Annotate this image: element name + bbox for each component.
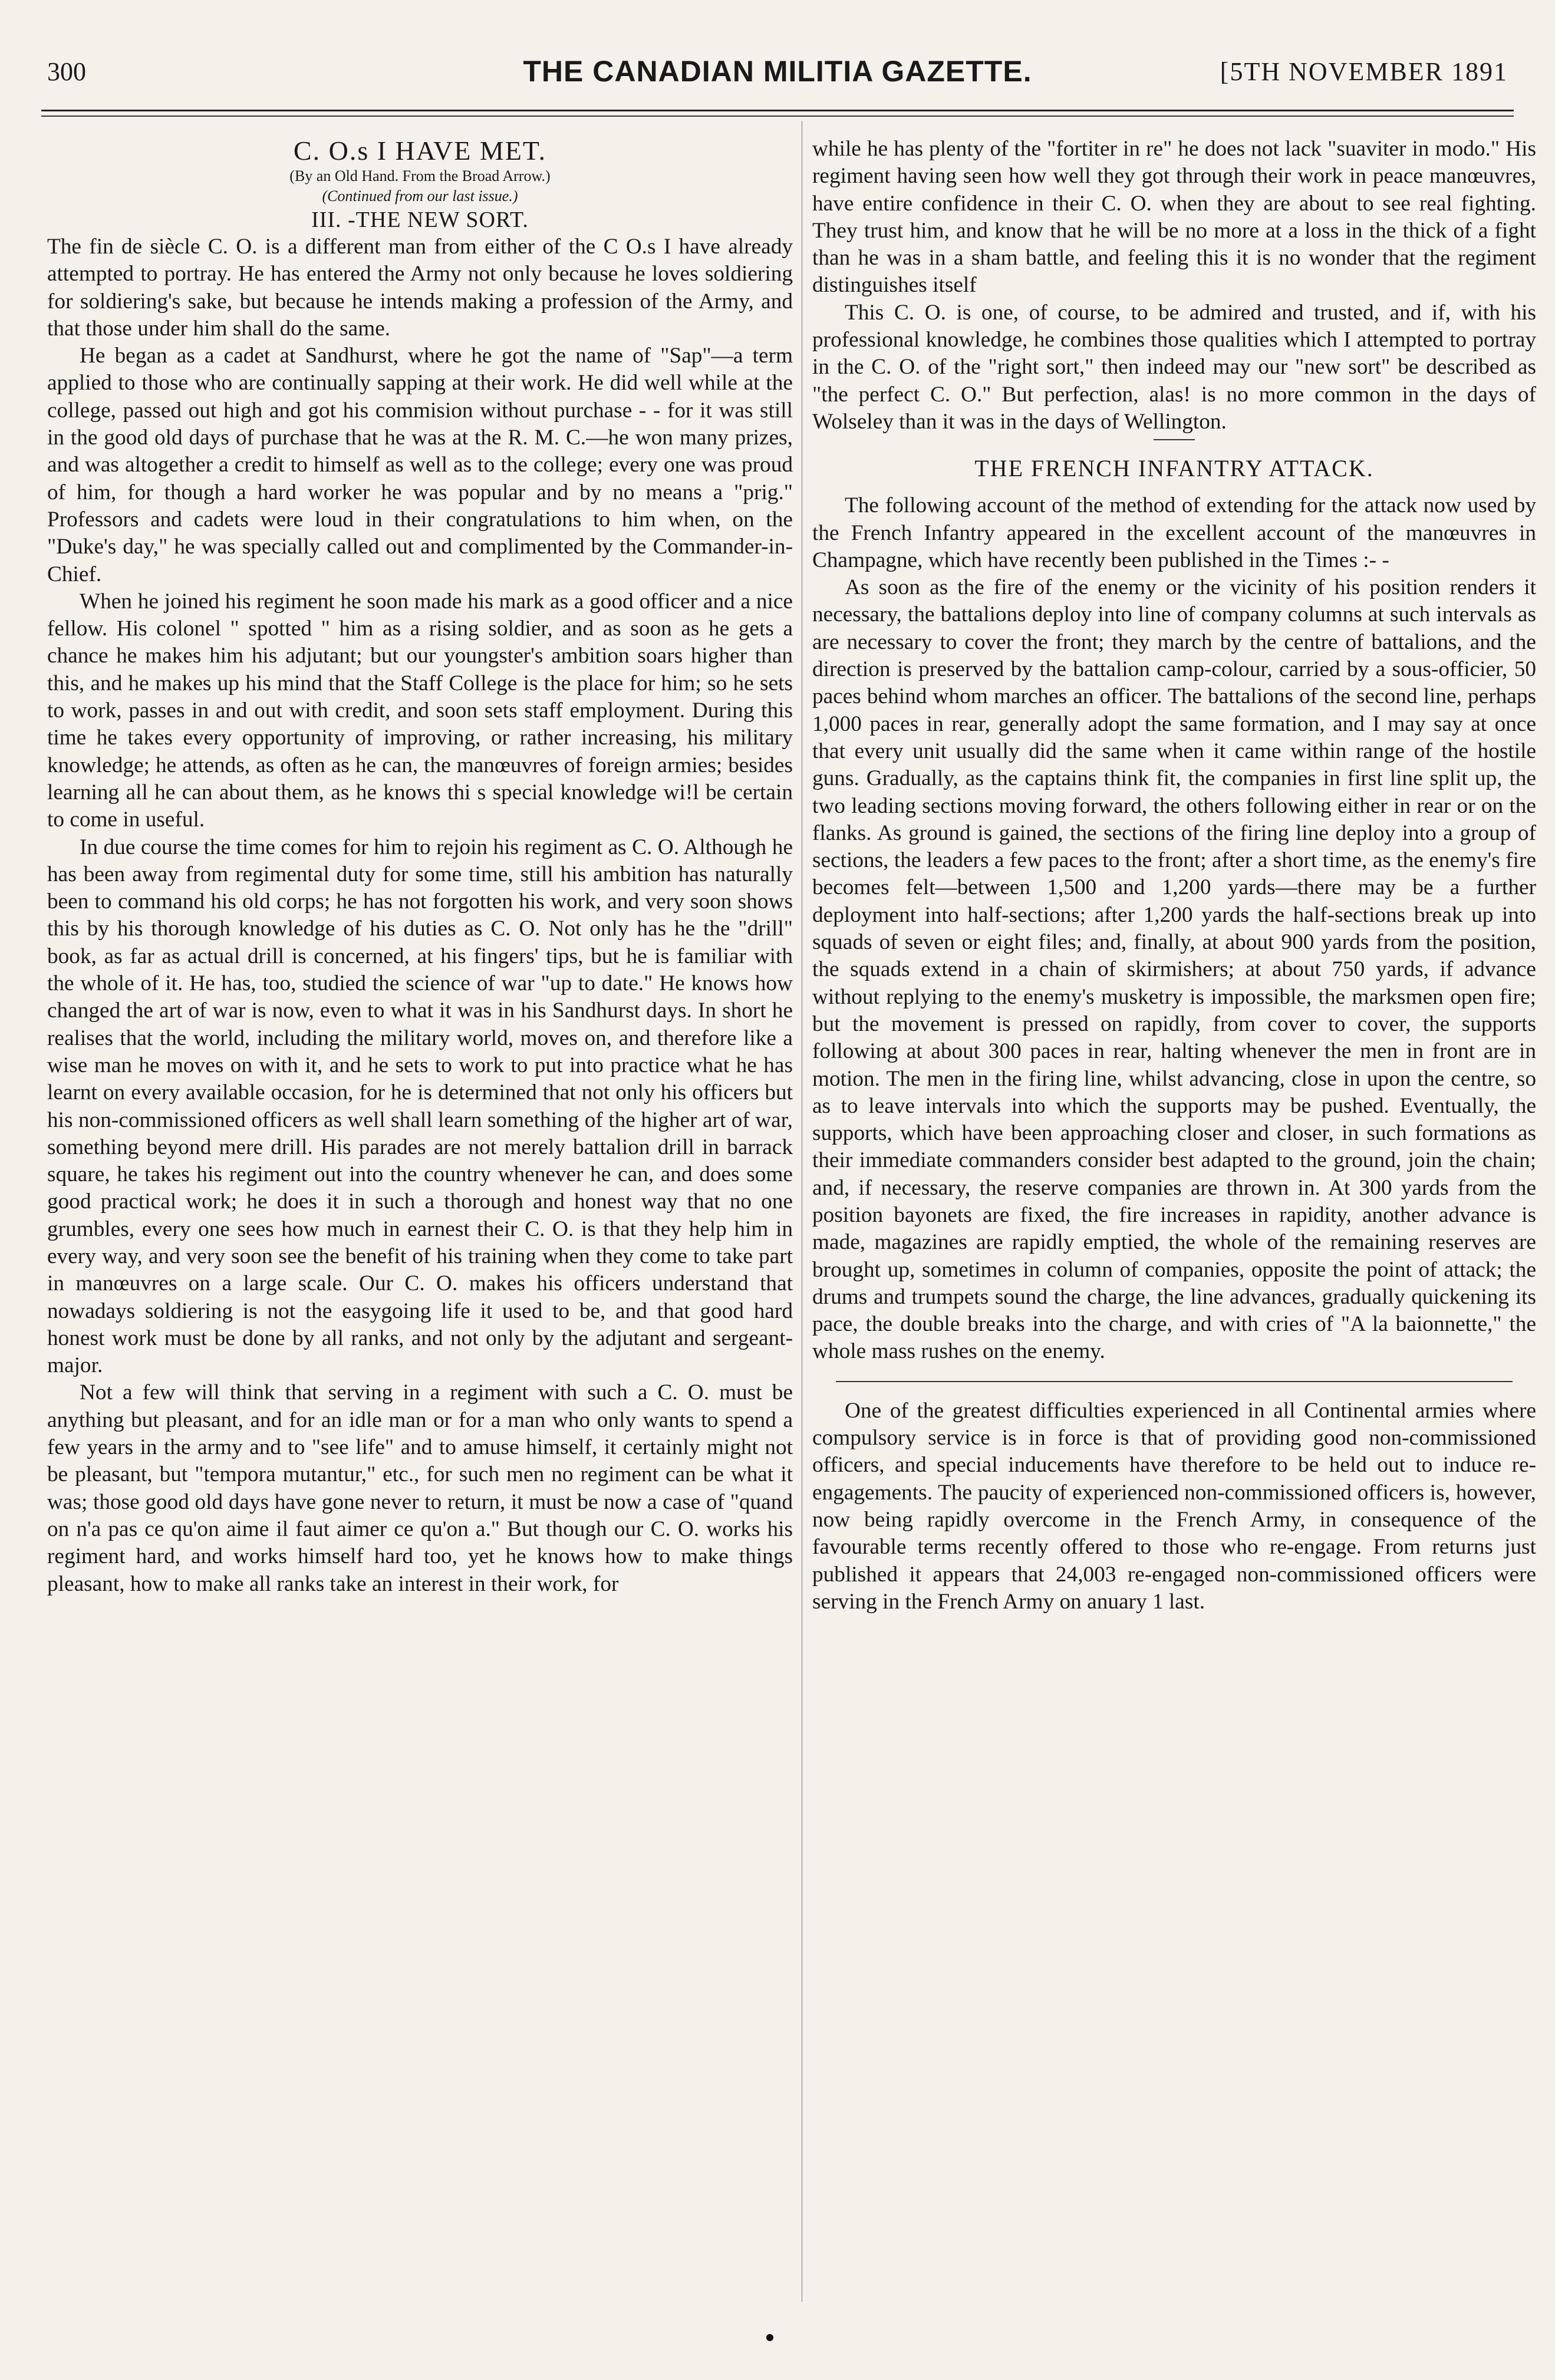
article-paragraph: When he joined his regiment he soon made his mark as a good officer and a nice fellow. His colonel " spotted " him as a rising soldier, and as soon as he gets a chance he makes him his adjutant; but our youngster's ambition soars higher than this, and he makes up his mind that the Staff College is the place for him; so he sets to work, passes in and out with credit, and soon sets staff employment. During this time he takes every opportunity of improving, or rather increasing, his military knowledge; he attends, as often as he can, the manœuvres of foreign armies; besides learning all he can about them, as he knows thi s special knowledge wi!l be certain to come in useful. bbox=[47, 589, 793, 832]
issue-date: [5TH NOVEMBER 1891 bbox=[1220, 57, 1508, 86]
page-header bbox=[41, 52, 1514, 93]
article-paragraph: The fin de siècle C. O. is a different man from either of the C O.s I have already attempted to portray. He has entered the Army not only because he loves soldiering for soldiering's sake, but because he intends making a profession of the Army, and that those under him shall do the same. bbox=[47, 235, 793, 341]
article-paragraph: As soon as the fire of the enemy or the vicinity of his position renders it necessary, the battalions deploy into line of company columns at such intervals as are necessary to cover the front; they march by the centre of battalions, and the direction is preserved by the battalion camp-colour, carried by a sous-officier, 50 paces behind whom marches an officer. The battalions of the second line, perhaps 1,000 paces in rear, generally adopt the same formation, and I may say at once that every unit usually did the same when it came within range of the hostile guns. Gradually, as the captains think fit, the companies in first line split up, the two leading sections moving forward, the others following either in rear or on the flanks. As ground is gained, the sections of the firing line deploy into a group of sections, the leaders a few paces to the front; after a short time, as the enemy's fire becomes felt—between 1,500 and 1,200 yards—there may be a further deployment into half-sections; after 1,200 yards the half-sections break up into squads of seven or eight files; and, finally, at about 900 yards from the position, the squads extend in a chain of skirmishers; at about 750 yards, if advance without replying to the enemy's musketry is impossible, the marksmen open fire; but the movement is pressed on rapidly, from cover to cover, the supports following at about 300 paces in rear, halting whenever the men in front are in motion. The men in the firing line, whilst advancing, close in upon the centre, so as to leave intervals into which the supports may be pushed. Eventually, the supports, which have been approaching closer and closer, in such formations as their immediate commanders consider best adapted to the ground, join the chain; and, if necessary, the reserve companies are thrown in. At 300 yards from the position bayonets are fixed, the fire increases in rapidity, another advance is made, magazines are rapidly emptied, the whole of the remaining reserves are brought up, sometimes in column of companies, opposite the point of attack; the drums and trumpets sound the charge, the line advances, gradually quickening its pace, the double breaks into the charge, and with cries of "A la baionnette," the whole mass rushes on the enemy. bbox=[812, 575, 1536, 1364]
page-number: 300 bbox=[47, 57, 86, 86]
section-heading: III. -THE NEW SORT. bbox=[311, 207, 529, 232]
article-paragraph: He began as a cadet at Sandhurst, where he got the name of "Sap"—a term applied to those who are continually sapping at their work. He did well while at the college, passed out high and got his commision without purchase - - for it was still in the good old days of purchase that he was at the R. M. C.—he won many prizes, and was altogether a credit to himself as well as to the college; every one was proud of him, for though a hard worker he was popular and by no means a "prig." Professors and cadets were loud in their congratulations to him when, on the "Duke's day," he was specially called out and complimented by the Commander-in-Chief. bbox=[47, 344, 793, 586]
header-rule-thin bbox=[41, 116, 1514, 117]
right-column bbox=[812, 136, 1536, 1616]
header-rule bbox=[41, 110, 1514, 111]
article-paragraph: while he has plenty of the "fortiter in re" he does not lack "suaviter in modo." His regiment having seen how well they got through their work in peace manœuvres, have entire confidence in their C. O. when they are about to see real fighting. They trust him, and know that he will be no more at a loss in the thick of a fight than he was in a sham battle, and feeling this it is no wonder that the regiment distinguishes itself bbox=[812, 137, 1536, 298]
article-title: C. O.s I HAVE MET. bbox=[293, 136, 547, 166]
article-paragraph: The following account of the method of extending for the attack now used by the French Infantry appeared in the excellent account of the manœuvres in Champagne, which have recently been published in the Times :- - bbox=[812, 493, 1536, 572]
left-column bbox=[47, 136, 793, 1598]
article-title: THE FRENCH INFANTRY ATTACK. bbox=[974, 455, 1374, 482]
article-byline: (By an Old Hand. From the Broad Arrow.) bbox=[289, 167, 551, 184]
publication-title: THE CANADIAN MILITIA GAZETTE. bbox=[523, 55, 1032, 88]
page-mark bbox=[766, 2334, 773, 2341]
article-paragraph: In due course the time comes for him to rejoin his regiment as C. O. Although he has been away from regimental duty for some time, still his ambition has naturally been to command his old corps; he has not forgotten his work, and very soon shows this by his thorough knowledge of his duties as C. O. Not only has he the "drill" book, as far as actual drill is concerned, at his fingers' tips, but he is familiar with the whole of it. He has, too, studied the science of war "up to date." He knows how changed the art of war is now, even to what it was in his Sandhurst days. In short he realises that the world, including the military world, moves on, and therefore like a wise man he moves on with it, and he sets to work to put into practice what he has learnt on every available occasion, for he is determined that not only his officers but his non-commissioned officers as well shall learn something of the higher art of war, something beyond mere drill. His parades are not merely battalion drill in barrack square, he takes his regiment out into the country whenever he can, and does some good practical work; he does it in such a thorough and honest way that no one grumbles, every one sees how much in earnest their C. O. is that they help him in every way, and very soon see the benefit of his training when they come to take part in manœuvres on a large scale. Our C. O. makes his officers understand that nowadays soldiering is not the easygoing life it used to be, and that good hard honest work must be done by all ranks, and not only by the adjutant and sergeant-major. bbox=[47, 835, 793, 1378]
continued-note: (Continued from our last issue.) bbox=[322, 187, 518, 205]
spacer bbox=[812, 484, 1536, 492]
section-rule bbox=[1154, 439, 1195, 440]
article-paragraph: Not a few will think that serving in a regiment with such a C. O. must be anything but pleasant, and for an idle man or for a man who only wants to spend a few years in the army and to "see life" and to amuse himself, it certainly might not be pleasant, but "tempora mutantur," etc., for such men no regiment can be what it was; those good old days have gone never to return, it must be now a case of "quand on n'a pas ce qu'on aime il faut aimer ce qu'on a." But though our C. O. works his regiment hard, and works himself hard too, yet he knows how to make things pleasant, how to make all ranks take an interest in their work, for bbox=[47, 1380, 793, 1596]
article-rule bbox=[836, 1381, 1513, 1382]
article-paragraph: One of the greatest difficulties experienced in all Continental armies where compulsory service is in force is that of providing good non-commissioned officers, and special inducements have therefore to be held out to induce re-engagements. The paucity of experienced non-commissioned officers is, however, now being rapidly overcome in the French Army, in consequence of the favourable terms recently offered to those who re-engage. From returns just published it appears that 24,003 re-engaged non-commissioned officers were serving in the French Army on anuary 1 last. bbox=[812, 1398, 1536, 1614]
article-paragraph: This C. O. is one, of course, to be admired and trusted, and if, with his professional knowledge, he combines those qualities which I attempted to portray in the C. O. of the "right sort," then indeed may our "new sort" be described as "the perfect C. O." But perfection, alas! is no more common in the days of Wolseley than it was in the days of Wellington. bbox=[812, 300, 1536, 434]
